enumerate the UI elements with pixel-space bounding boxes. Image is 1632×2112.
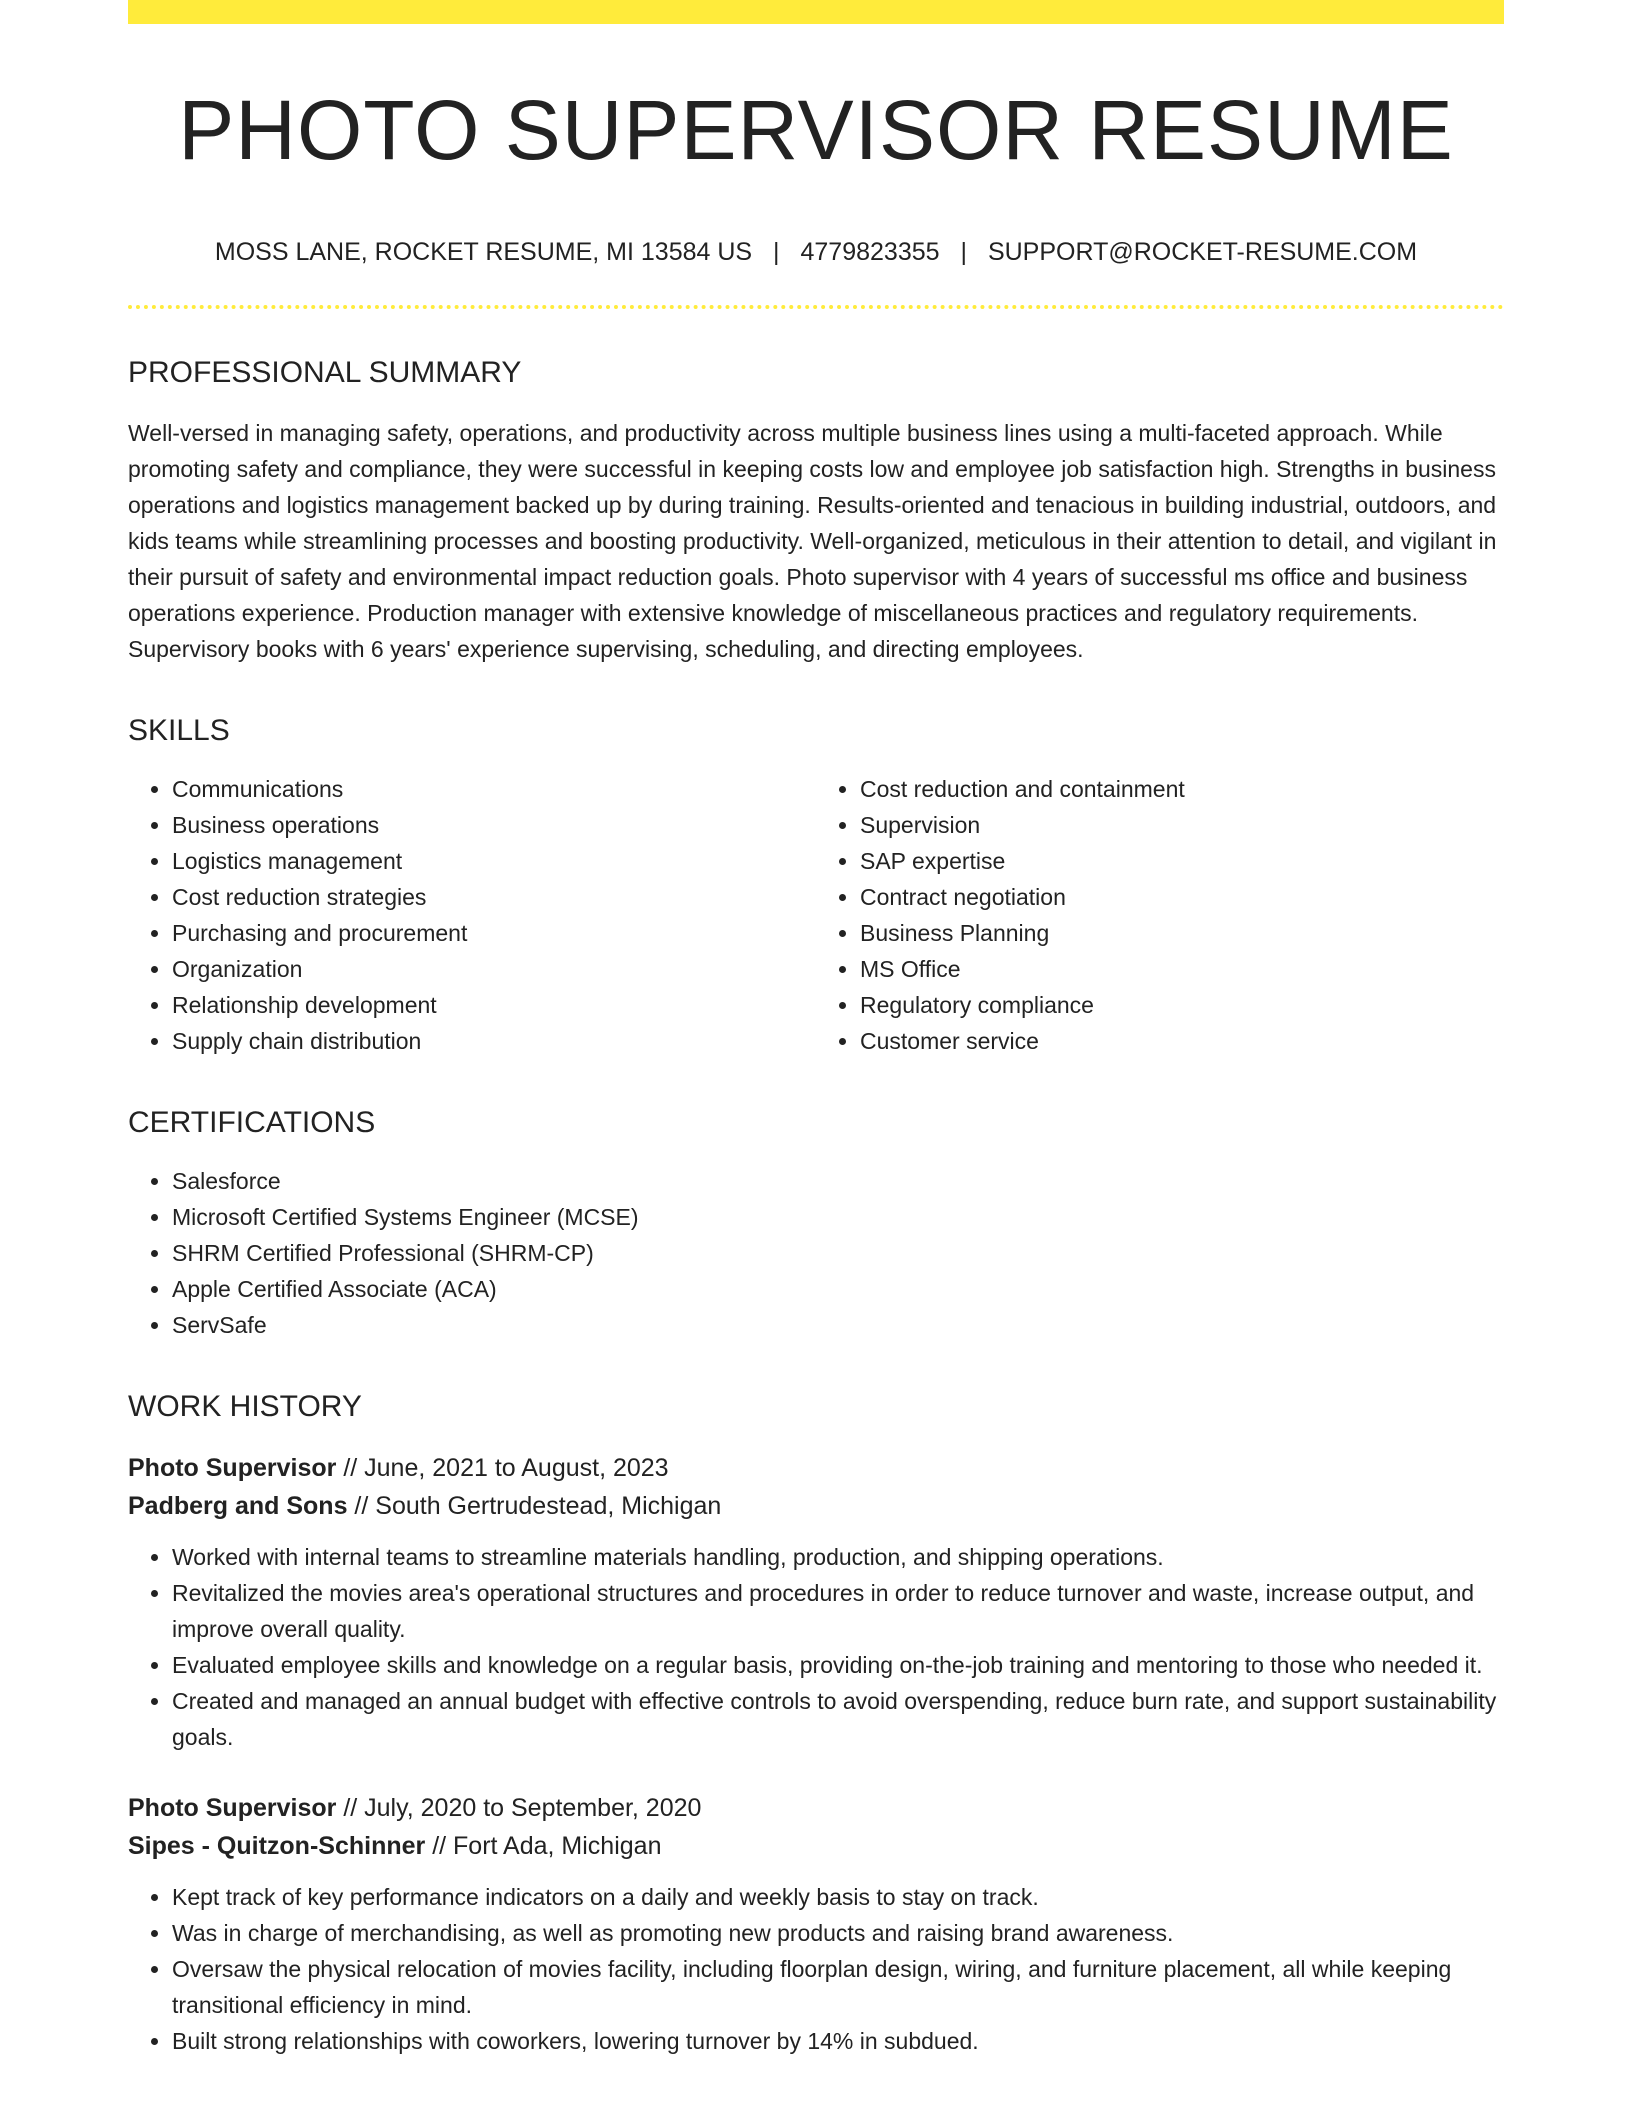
skill-item: • Customer service [860, 1023, 1504, 1059]
certification-item: • ServSafe [172, 1307, 1504, 1343]
accent-top-bar [128, 0, 1504, 24]
job-dates: // July, 2020 to September, 2020 [336, 1793, 702, 1822]
job-duty: • Kept track of key performance indicators on a daily and weekly basis to stay on track. [172, 1879, 1504, 1915]
skill-item: • Regulatory compliance [860, 987, 1504, 1023]
certifications-heading: CERTIFICATIONS [128, 1105, 376, 1139]
job-entry [128, 1789, 1504, 2059]
job-duty: • Evaluated employee skills and knowledge on a regular basis, providing on-the-job training and mentoring to those who needed it. [172, 1647, 1504, 1683]
skill-item: • Business operations [172, 807, 816, 843]
skill-item: • Logistics management [172, 843, 816, 879]
job-title-line [128, 1789, 1504, 1827]
job-company-line [128, 1827, 1504, 1865]
job-duties-list [128, 1879, 1504, 2059]
skill-item: • Supervision [860, 807, 1504, 843]
job-dates: // June, 2021 to August, 2023 [336, 1453, 669, 1482]
job-duties-list [128, 1539, 1504, 1755]
summary-text: Well-versed in managing safety, operations, and productivity across multiple business lines using a multi-faceted approach. While promoting safety and compliance, they were successful in keeping costs low and employee job satisfaction high. Strengths in business operations and logistics management backed up by during training. Results-oriented and tenacious in building industrial, outdoors, and kids teams while streamlining processes and boosting productivity. Well-organized, meticulous in their attention to detail, and vigilant in their pursuit of safety and environmental impact reduction goals. Photo supervisor with 4 years of successful ms office and business operations experience. Production manager with extensive knowledge of miscellaneous practices and regulatory requirements. Supervisory books with 6 years' experience supervising, scheduling, and directing employees. [128, 419, 1497, 662]
resume-title: PHOTO SUPERVISOR RESUME [178, 83, 1454, 177]
skill-item: • Business Planning [860, 915, 1504, 951]
contact-email: SUPPORT@ROCKET-RESUME.COM [987, 237, 1418, 266]
job-duty: • Oversaw the physical relocation of movies facility, including floorplan design, wiring, and furniture placement, all while keeping transitional efficiency in mind. [172, 1951, 1504, 2023]
skill-item: • Communications [172, 771, 816, 807]
certifications-list [128, 1163, 1504, 1343]
job-duty: • Built strong relationships with coworkers, lowering turnover by 14% in subdued. [172, 2023, 1504, 2059]
contact-address: MOSS LANE, ROCKET RESUME, MI 13584 US [214, 237, 753, 266]
job-company-line [128, 1487, 1504, 1525]
contact-separator: | [773, 237, 780, 266]
skills-grid [128, 771, 1504, 1059]
certification-item: • Salesforce [172, 1163, 1504, 1199]
job-company: Sipes - Quitzon-Schinner [128, 1831, 426, 1860]
skill-item: • Cost reduction and containment [860, 771, 1504, 807]
job-title: Photo Supervisor [128, 1453, 337, 1482]
skills-heading: SKILLS [128, 713, 230, 747]
job-duty: • Revitalized the movies area's operational structures and procedures in order to reduce turnover and waste, increase output, and improve overall quality. [172, 1575, 1504, 1647]
skill-item: • Purchasing and procurement [172, 915, 816, 951]
job-title-line [128, 1449, 1504, 1487]
job-location: // Fort Ada, Michigan [425, 1831, 662, 1860]
job-header [128, 1789, 1504, 1865]
certification-item: • Apple Certified Associate (ACA) [172, 1271, 1504, 1307]
dotted-divider [128, 305, 1504, 309]
skill-item: • Contract negotiation [860, 879, 1504, 915]
job-header [128, 1449, 1504, 1525]
contact-line [128, 237, 1504, 267]
skill-item: • MS Office [860, 951, 1504, 987]
skill-item: • Supply chain distribution [172, 1023, 816, 1059]
summary-heading: PROFESSIONAL SUMMARY [128, 355, 522, 389]
job-duty: • Was in charge of merchandising, as well as promoting new products and raising brand awareness. [172, 1915, 1504, 1951]
job-location: // South Gertrudestead, Michigan [347, 1491, 722, 1520]
resume-page [128, 0, 1504, 2059]
skill-item: • Cost reduction strategies [172, 879, 816, 915]
certification-item: • SHRM Certified Professional (SHRM-CP) [172, 1235, 1504, 1271]
skills-list-left [128, 771, 816, 1059]
job-duty: • Created and managed an annual budget with effective controls to avoid overspending, reduce burn rate, and support sustainability goals. [172, 1683, 1504, 1755]
contact-separator: | [960, 237, 967, 266]
job-duty: • Worked with internal teams to streamline materials handling, production, and shipping operations. [172, 1539, 1504, 1575]
skill-item: • Relationship development [172, 987, 816, 1023]
certification-item: • Microsoft Certified Systems Engineer (MCSE) [172, 1199, 1504, 1235]
skill-item: • SAP expertise [860, 843, 1504, 879]
job-company: Padberg and Sons [128, 1491, 348, 1520]
skills-list-right [816, 771, 1504, 1059]
skill-item: • Organization [172, 951, 816, 987]
contact-phone: 4779823355 [800, 237, 940, 266]
job-entry [128, 1449, 1504, 1755]
work-history-heading: WORK HISTORY [128, 1389, 362, 1423]
job-title: Photo Supervisor [128, 1793, 337, 1822]
